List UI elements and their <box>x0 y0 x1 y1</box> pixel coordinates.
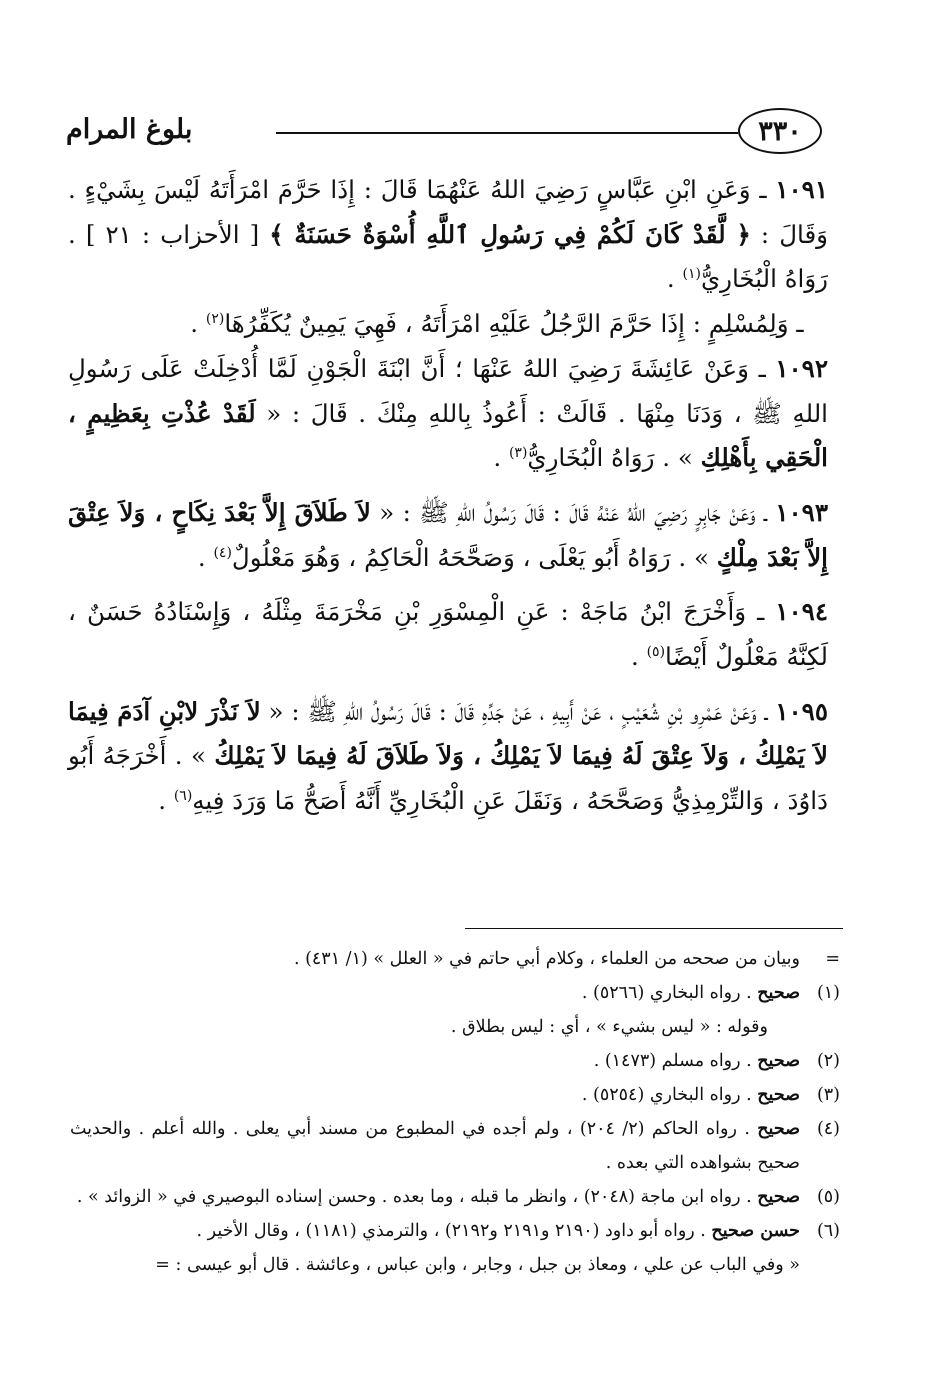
hadith-text: ـ وَعَنْ عَمْرِو بْنِ شُعَيْبٍ ، عَنْ أَبِيهِ ، عَنْ جَدِّهِ قَالَ : قَالَ رَسُولُ اللهِ ﷺ : « <box>260 696 776 726</box>
footnote-text: وبيان من صححه من العلماء ، وكلام أبي حاتم في « العلل » (١/ ٤٣١) . <box>293 949 800 969</box>
hadith-number: ١٠٩٣ <box>775 497 828 527</box>
hadith-text: ـ وَعَنْ عَائِشَةَ رَضِيَ اللهُ عَنْهَا ؛ أَنَّ ابْنَةَ الْجَوْنِ لَمَّا أُدْخِلَتْ عَلَى رَسُولِ اللهِ ﷺ ، وَدَنَا مِنْهَا . قَالَتْ : أَعُوذُ بِاللهِ مِنْكَ . قَالَ : « <box>68 353 828 428</box>
quran-verse: ﴿ لَّقَدْ كَانَ لَكُمْ فِي رَسُولِ ٱللَّهِ أُسْوَةٌ حَسَنَةٌ ﴾ <box>269 219 751 249</box>
page-number: ٣٣٠ <box>758 115 802 147</box>
footnote-4 <box>70 1112 840 1180</box>
hadith-end: . <box>190 309 206 339</box>
footnote-ref[interactable]: (٤) <box>213 544 232 561</box>
hadith-end: . <box>197 542 214 572</box>
footnote-text: . رواه ابن ماجة (٢٠٤٨) ، وانظر ما قبله ، وما بعده . وحسن إسناده البوصيري في « الزوائد » . <box>76 1187 758 1207</box>
footnote-2 <box>70 1044 840 1078</box>
footnote-ref[interactable]: (٦) <box>173 787 193 804</box>
footnote-continuation <box>70 942 840 976</box>
hadith-number: ١٠٩١ <box>775 175 828 204</box>
hadith-1095 <box>68 690 828 824</box>
header-rule <box>276 132 738 134</box>
prophetic-saying: لاَ طَلاَقَ إِلاَّ بَعْدَ نِكَاحٍ ، وَلاَ عِتْقَ إِلاَّ بَعْدَ مِلْكٍ <box>68 497 828 572</box>
hadith-text: ـ وَعَنْ جَابِرٍ رَضِيَ اللهُ عَنْهُ قَالَ : قَالَ رَسُولُ اللهِ ﷺ : « <box>370 497 776 527</box>
hadith-number: ١٠٩٢ <box>775 353 828 383</box>
spacer <box>68 580 828 590</box>
hadith-text: ـ وَعَنِ ابْنِ عَبَّاسٍ رَضِيَ اللهُ عَنْهُمَا قَالَ : إِذَا حَرَّمَ امْرَأَتَهُ لَيْسَ بِشَيْءٍ . وَقَالَ : <box>68 175 829 249</box>
continuation-mark: = <box>825 949 840 969</box>
hadith-text: ـ وَلِمُسْلِمٍ : إِذَا حَرَّمَ الرَّجُلُ عَلَيْهِ امْرَأَتَهُ ، فَهِيَ يَمِينٌ يُكَفِّرُهَا <box>224 309 804 339</box>
footnote-mark: (١) <box>816 983 840 1003</box>
footnote-mark: (٦) <box>816 1221 840 1241</box>
footnote-text: . رواه البخاري (٥٢٦٦) . <box>581 983 758 1003</box>
footnote-5 <box>70 1180 840 1214</box>
main-text <box>68 168 828 824</box>
hadith-text: » . أَخْرَجَهُ أَبُو دَاوُدَ ، وَالتِّرْمِذِيُّ وَصَحَّحَهُ ، وَنَقَلَ عَنِ الْبُخَارِيِّ أَنَّهُ أَصَحُّ مَا وَرَدَ فِيهِ <box>68 741 828 816</box>
hadith-1091 <box>68 168 828 302</box>
hadith-text: ـ وَأَخْرَجَ ابْنُ مَاجَهْ : عَنِ الْمِسْوَرِ بْنِ مَخْرَمَةَ مِثْلَهُ ، وَإِسْنَادُهُ حَسَنٌ ، لَكِنَّهُ مَعْلُولٌ أَيْضًا <box>68 597 828 672</box>
footnote-text: . رواه أبو داود (٢١٩٠ و٢١٩١ و٢١٩٢) ، والترمذي (١١٨١) ، وقال الأخير . <box>196 1221 712 1241</box>
page-header <box>66 108 826 160</box>
grade-label: صحيح <box>757 1085 800 1105</box>
prophetic-saying: لاَ نَذْرَ لابْنِ آدَمَ فِيمَا لاَ يَمْلِكُ ، وَلاَ عِتْقَ لَهُ فِيمَا لاَ يَمْلِكُ ، وَلاَ طَلاَقَ لَهُ فِيمَا لاَ يَمْلِكُ <box>68 696 828 771</box>
running-title: بلوغ المرام <box>66 114 193 145</box>
hadith-muslim <box>68 302 828 347</box>
prophetic-saying: لَقَدْ عُذْتِ بِعَظِيمٍ ، الْحَقِي بِأَهْلِكِ <box>68 398 828 473</box>
footnote-1 <box>70 976 840 1010</box>
spacer <box>68 680 828 690</box>
hadith-1092 <box>68 347 828 481</box>
hadith-1094 <box>68 590 828 679</box>
footnote-text: . رواه الحاكم (٢/ ٢٠٤) ، ولم أجده في المطبوع من مسند أبي يعلى . والله أعلم . والحديث صحيح بشواهده التي بعده . <box>70 1119 800 1173</box>
footnote-6 <box>70 1214 840 1248</box>
footnote-ref[interactable]: (١) <box>682 266 701 283</box>
hadith-text: » . رَوَاهُ أَبُو يَعْلَى ، وَصَحَّحَهُ الْحَاكِمُ ، وَهُوَ مَعْلُولٌ <box>231 542 717 572</box>
grade-label: صحيح <box>757 983 800 1003</box>
footnote-separator <box>465 928 843 929</box>
footnote-text: . رواه مسلم (١٤٧٣) . <box>593 1051 758 1071</box>
grade-label: صحيح <box>757 1051 800 1071</box>
footnote-1-note: وقوله : « ليس بشيء » ، أي : ليس بطلاق . <box>450 1017 768 1037</box>
page-number-oval <box>738 108 822 154</box>
hadith-end: . <box>493 443 509 473</box>
hadith-number: ١٠٩٥ <box>775 696 828 726</box>
spacer <box>68 481 828 491</box>
footnote-mark: (٤) <box>816 1119 840 1139</box>
hadith-text: [ الأحزاب : ٢١ ] . رَوَاهُ الْبُخَارِيُّ <box>68 219 828 294</box>
footnote-6-continuation: « وفي الباب عن علي ، ومعاذ بن جبل ، وجابر ، وابن عباس ، وعائشة . قال أبو عيسى : = <box>155 1255 800 1275</box>
grade-label: صحيح <box>757 1119 800 1139</box>
hadith-number: ١٠٩٤ <box>775 597 828 627</box>
grade-label: حسن صحيح <box>711 1221 800 1241</box>
hadith-text: » . رَوَاهُ الْبُخَارِيُّ <box>527 443 701 473</box>
footnote-mark: (٢) <box>816 1051 840 1071</box>
footnotes <box>70 942 840 1282</box>
hadith-1093 <box>68 491 828 580</box>
hadith-end: . <box>631 642 647 672</box>
footnote-ref[interactable]: (٣) <box>508 445 528 462</box>
grade-label: صحيح <box>757 1187 800 1207</box>
footnote-ref[interactable]: (٢) <box>205 310 225 327</box>
footnote-mark: (٥) <box>816 1187 840 1207</box>
hadith-end: . <box>666 264 683 294</box>
footnote-text: . رواه البخاري (٥٢٥٤) . <box>581 1085 758 1105</box>
footnote-3 <box>70 1078 840 1112</box>
hadith-end: . <box>158 786 174 816</box>
footnote-mark: (٣) <box>816 1085 840 1105</box>
footnote-ref[interactable]: (٥) <box>646 643 666 660</box>
